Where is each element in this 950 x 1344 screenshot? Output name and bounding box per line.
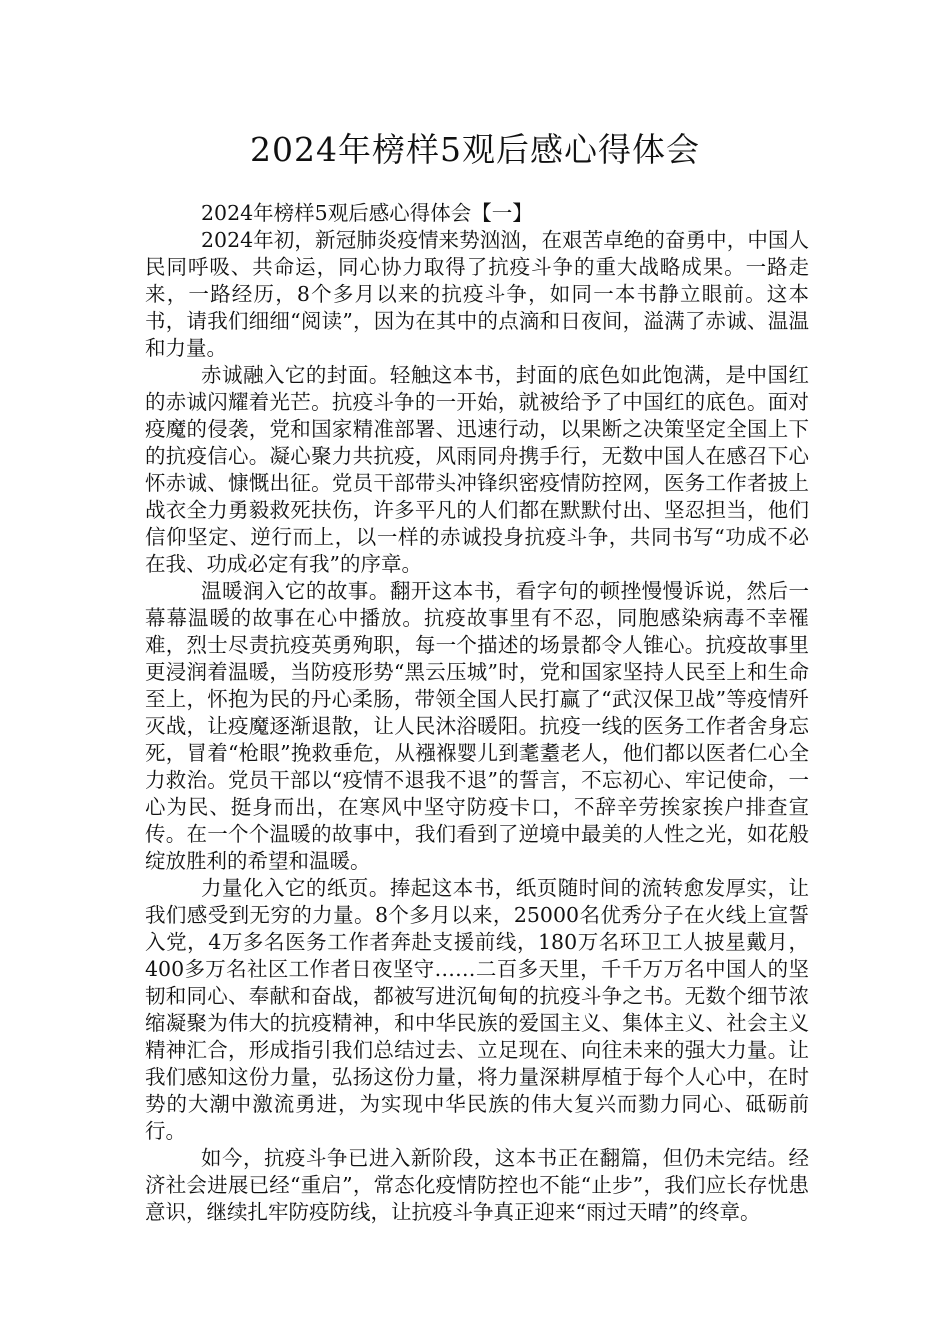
section-heading: 2024年榜样5观后感心得体会【一】 [201, 201, 533, 225]
paragraph-strength: 力量化入它的纸页。捧起这本书，纸页随时间的流转愈发厚实，让我们感受到无穷的力量。8个多月以来，25000名优秀分子在火线上宣誓入党，4万多名医务工作者奔赴支援前线，180万名环卫工人披星戴月，400多万名社区工作者日夜坚守……二百多天里，千千万万名中国人的坚韧和同心、奉献和奋战，都被写进沉甸甸的抗疫斗争之书。无数个细节浓缩凝聚为伟大的抗疫精神，和中华民族的爱国主义、集体主义、社会主义精神汇合，形成指引我们总结过去、立足现在、向往未来的强大力量。让我们感知这份力量，弘扬这份力量，将力量深耕厚植于每个人心中，在时势的大潮中激流勇进，为实现中华民族的伟大复兴而勠力同心、砥砺前行。 [145, 876, 809, 1143]
paragraph-conclusion: 如今，抗疫斗争已进入新阶段，这本书正在翻篇，但仍未完结。经济社会进展已经“重启”，常态化疫情防控也不能“止步”，我们应长存忧患意识，继续扎牢防疫防线，让抗疫斗争真正迎来“雨过天晴”的终章。 [145, 1146, 809, 1224]
paragraph-warmth: 温暖润入它的故事。翻开这本书，看字句的顿挫慢慢诉说，然后一幕幕温暖的故事在心中播放。抗疫故事里有不忍，同胞感染病毒不幸罹难，烈士尽责抗疫英勇殉职，每一个描述的场景都令人锥心。抗疫故事里更浸润着温暖，当防疫形势“黑云压城”时，党和国家坚持人民至上和生命至上，怀抱为民的丹心柔肠，带领全国人民打赢了“武汉保卫战”等疫情歼灭战，让疫魔逐渐退散，让人民沐浴暖阳。抗疫一线的医务工作者舍身忘死，冒着“枪眼”挽救垂危，从襁褓婴儿到耄耋老人，他们都以医者仁心全力救治。党员干部以“疫情不退我不退”的誓言，不忘初心、牢记使命，一心为民、挺身而出，在寒风中坚守防疫卡口，不辞辛劳挨家挨户排查宣传。在一个个温暖的故事中，我们看到了逆境中最美的人性之光，如花般绽放胜利的希望和温暖。 [145, 579, 809, 873]
document-body [145, 200, 809, 1226]
paragraph-intro: 2024年初，新冠肺炎疫情来势汹汹，在艰苦卓绝的奋勇中，中国人民同呼吸、共命运，同心协力取得了抗疫斗争的重大战略成果。一路走来，一路经历，8个多月以来的抗疫斗争，如同一本书静立眼前。这本书，请我们细细“阅读”，因为在其中的点滴和日夜间，溢满了赤诚、温温和力量。 [145, 228, 809, 360]
document-title: 2024年榜样5观后感心得体会 [250, 130, 700, 169]
paragraph-sincerity: 赤诚融入它的封面。轻触这本书，封面的底色如此饱满，是中国红的赤诚闪耀着光芒。抗疫斗争的一开始，就被给予了中国红的底色。面对疫魔的侵袭，党和国家精准部署、迅速行动，以果断之决策坚定全国上下的抗疫信心。凝心聚力共抗疫，风雨同舟携手行，无数中国人在感召下心怀赤诚、慷慨出征。党员干部带头冲锋织密疫情防控网，医务工作者披上战衣全力勇毅救死扶伤，许多平凡的人们都在默默付出、坚忍担当，他们信仰坚定、逆行而上，以一样的赤诚投身抗疫斗争，共同书写“功成不必在我、功成必定有我”的序章。 [145, 363, 809, 576]
